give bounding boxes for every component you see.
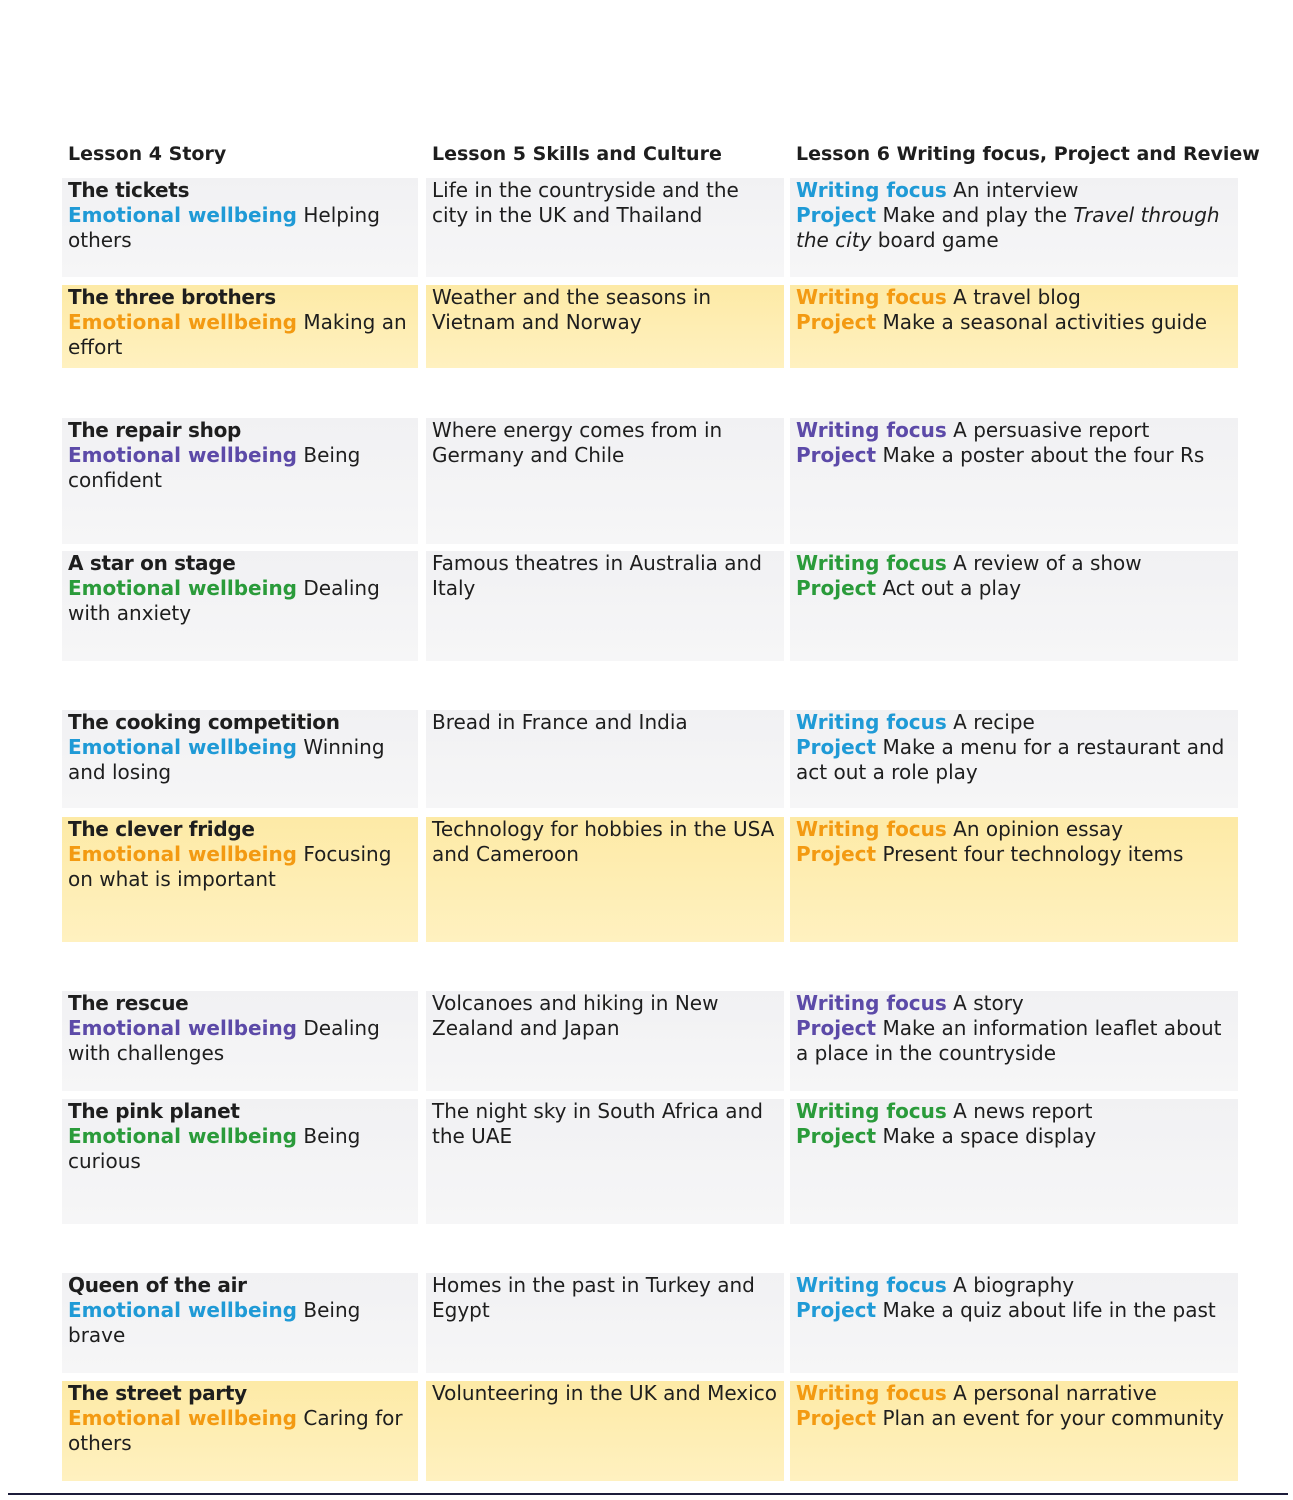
wellbeing-text: Helping others	[68, 203, 380, 252]
project-text: Act out a play	[882, 576, 1022, 600]
story-cell	[62, 418, 418, 544]
writing-focus-label: Writing focus	[796, 285, 947, 309]
wellbeing-label: Emotional wellbeing	[68, 1016, 297, 1040]
culture-text: Homes in the past in Turkey and Egypt	[432, 1273, 755, 1322]
writing-cell	[790, 418, 1238, 544]
writing-cell	[790, 1273, 1238, 1373]
project-text: Plan an event for your community	[882, 1406, 1224, 1430]
culture-cell	[426, 418, 784, 544]
writing-cell	[790, 991, 1238, 1091]
writing-focus-label: Writing focus	[796, 551, 947, 575]
writing-cell	[790, 285, 1238, 368]
story-title: The cooking competition	[68, 710, 340, 734]
wellbeing-label: Emotional wellbeing	[68, 576, 297, 600]
project-text: Make a quiz about life in the past	[882, 1298, 1216, 1322]
project-label: Project	[796, 203, 877, 227]
story-title: The clever fridge	[68, 817, 255, 841]
writing-focus-text: An opinion essay	[953, 817, 1124, 841]
writing-focus-label: Writing focus	[796, 817, 947, 841]
wellbeing-label: Emotional wellbeing	[68, 842, 297, 866]
project-text: Make an information leaflet about a place in the countryside	[796, 1016, 1222, 1065]
wellbeing-label: Emotional wellbeing	[68, 735, 297, 759]
wellbeing-label: Emotional wellbeing	[68, 203, 297, 227]
story-cell	[62, 710, 418, 808]
story-cell	[62, 285, 418, 368]
writing-focus-text: A personal narrative	[953, 1381, 1157, 1405]
story-cell	[62, 1099, 418, 1224]
writing-focus-label: Writing focus	[796, 991, 947, 1015]
wellbeing-label: Emotional wellbeing	[68, 1298, 297, 1322]
wellbeing-text: Making an effort	[68, 310, 407, 359]
project-label: Project	[796, 443, 877, 467]
culture-text: Life in the countryside and the city in the UK and Thailand	[432, 178, 739, 227]
project-text: Make and play the	[882, 203, 1074, 227]
writing-focus-text: A travel blog	[953, 285, 1081, 309]
writing-cell	[790, 710, 1238, 808]
story-title: The repair shop	[68, 418, 242, 442]
project-label: Project	[796, 842, 877, 866]
project-text: Present four technology items	[882, 842, 1184, 866]
writing-cell	[790, 1099, 1238, 1224]
culture-cell	[426, 285, 784, 368]
writing-focus-label: Writing focus	[796, 1381, 947, 1405]
project-text-italic: Travel through the city	[796, 203, 1220, 252]
culture-cell	[426, 178, 784, 277]
header-lesson-5: Lesson 5 Skills and Culture	[432, 143, 722, 165]
culture-cell	[426, 1273, 784, 1373]
wellbeing-text: Focusing on what is important	[68, 842, 392, 891]
story-title: The street party	[68, 1381, 247, 1405]
culture-text: Volunteering in the UK and Mexico	[432, 1381, 777, 1405]
writing-focus-text: A biography	[953, 1273, 1075, 1297]
bottom-divider	[8, 1493, 1288, 1495]
story-title: The rescue	[68, 991, 189, 1015]
culture-text: Bread in France and India	[432, 710, 688, 734]
project-text: Make a seasonal activities guide	[882, 310, 1208, 334]
writing-focus-label: Writing focus	[796, 1099, 947, 1123]
story-title: The tickets	[68, 178, 190, 202]
wellbeing-text: Dealing with anxiety	[68, 576, 380, 625]
story-cell	[62, 991, 418, 1091]
project-label: Project	[796, 310, 877, 334]
wellbeing-text: Being curious	[68, 1124, 361, 1173]
culture-text: Where energy comes from in Germany and Chile	[432, 418, 723, 467]
culture-text: Famous theatres in Australia and Italy	[432, 551, 762, 600]
wellbeing-text: Being confident	[68, 443, 361, 492]
writing-cell	[790, 817, 1238, 942]
writing-focus-text: A recipe	[953, 710, 1035, 734]
wellbeing-label: Emotional wellbeing	[68, 1406, 297, 1430]
culture-text: The night sky in South Africa and the UAE	[432, 1099, 763, 1148]
story-title: The pink planet	[68, 1099, 240, 1123]
culture-text: Volcanoes and hiking in New Zealand and Japan	[432, 991, 719, 1040]
project-label: Project	[796, 1298, 877, 1322]
wellbeing-label: Emotional wellbeing	[68, 443, 297, 467]
story-cell	[62, 551, 418, 661]
culture-cell	[426, 1381, 784, 1481]
project-text: Make a space display	[882, 1124, 1097, 1148]
writing-cell	[790, 178, 1238, 277]
project-text-end: board game	[871, 228, 999, 252]
header-lesson-6: Lesson 6 Writing focus, Project and Review	[796, 143, 1260, 165]
writing-cell	[790, 1381, 1238, 1481]
story-cell	[62, 178, 418, 277]
wellbeing-text: Dealing with challenges	[68, 1016, 380, 1065]
writing-focus-label: Writing focus	[796, 710, 947, 734]
story-cell	[62, 1273, 418, 1373]
story-cell	[62, 817, 418, 942]
story-cell	[62, 1381, 418, 1481]
story-title: A star on stage	[68, 551, 236, 575]
wellbeing-text: Caring for others	[68, 1406, 403, 1455]
story-title: Queen of the air	[68, 1273, 247, 1297]
wellbeing-text: Being brave	[68, 1298, 361, 1347]
writing-focus-text: A review of a show	[953, 551, 1142, 575]
writing-focus-text: A news report	[953, 1099, 1093, 1123]
project-label: Project	[796, 576, 877, 600]
writing-focus-label: Writing focus	[796, 418, 947, 442]
culture-text: Technology for hobbies in the USA and Cameroon	[432, 817, 775, 866]
wellbeing-label: Emotional wellbeing	[68, 310, 297, 334]
writing-cell	[790, 551, 1238, 661]
culture-cell	[426, 1099, 784, 1224]
culture-cell	[426, 551, 784, 661]
culture-cell	[426, 991, 784, 1091]
writing-focus-label: Writing focus	[796, 178, 947, 202]
writing-focus-text: A persuasive report	[953, 418, 1150, 442]
story-title: The three brothers	[68, 285, 276, 309]
project-label: Project	[796, 1016, 877, 1040]
header-lesson-4: Lesson 4 Story	[68, 143, 227, 165]
wellbeing-text: Winning and losing	[68, 735, 385, 784]
culture-cell	[426, 817, 784, 942]
writing-focus-label: Writing focus	[796, 1273, 947, 1297]
culture-text: Weather and the seasons in Vietnam and Norway	[432, 285, 712, 334]
writing-focus-text: A story	[953, 991, 1024, 1015]
project-label: Project	[796, 1124, 877, 1148]
project-label: Project	[796, 1406, 877, 1430]
project-text: Make a menu for a restaurant and act out a role play	[796, 735, 1225, 784]
writing-focus-text: An interview	[953, 178, 1079, 202]
project-text: Make a poster about the four Rs	[882, 443, 1205, 467]
project-label: Project	[796, 735, 877, 759]
wellbeing-label: Emotional wellbeing	[68, 1124, 297, 1148]
culture-cell	[426, 710, 784, 808]
